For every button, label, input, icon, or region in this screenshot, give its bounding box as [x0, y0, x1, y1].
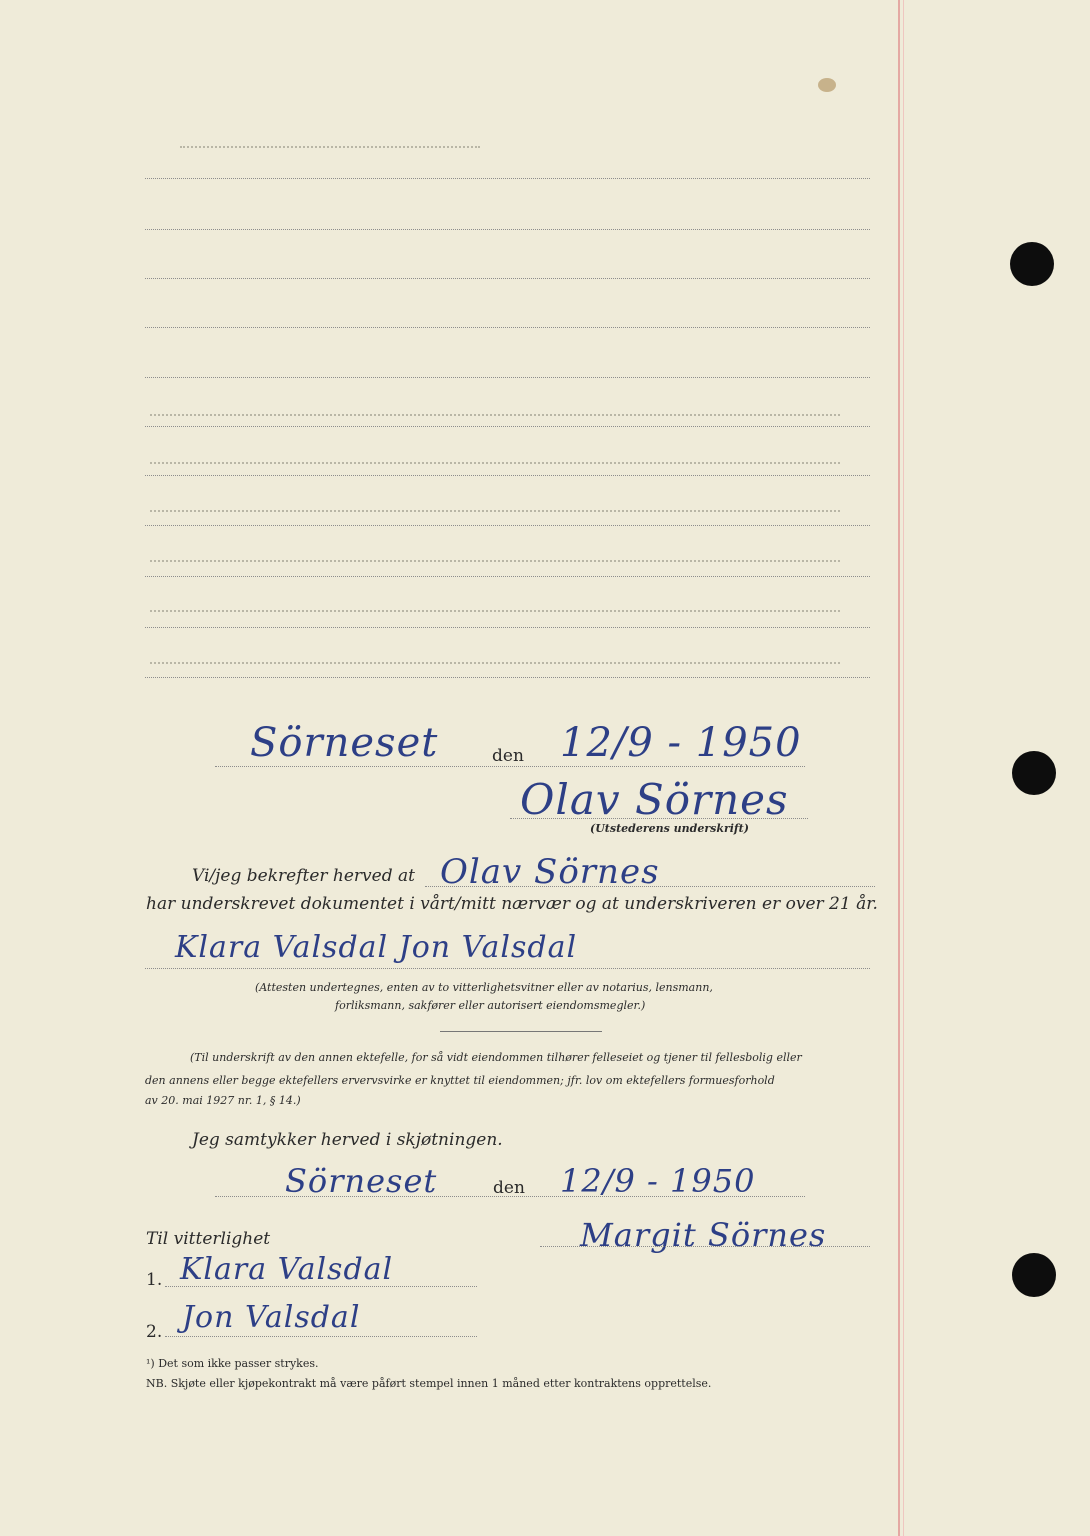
spouse-den-label: den [493, 1178, 525, 1198]
issuer-signature-rule [510, 818, 808, 819]
dotted-rule [145, 377, 870, 378]
witness2-signature: Jon Valsdal [182, 1300, 361, 1335]
punch-hole-bottom [1012, 1253, 1056, 1297]
footnote-nb: NB. Skjøte eller kjøpekontrakt må være påført stempel innen 1 måned etter kontraktens opprettelse. [146, 1377, 712, 1390]
dotted-rule [145, 229, 870, 230]
attested-signer-name: Olav Sörnes [440, 852, 660, 892]
witness1-rule [165, 1286, 477, 1287]
issuer-signature: Olav Sörnes [520, 775, 789, 824]
til-vitterlighet-label: Til vitterlighet [146, 1229, 271, 1249]
attestation-prefix: Vi/jeg bekrefter herved at [192, 866, 415, 886]
red-margin-line [898, 0, 900, 1536]
place-handwritten: Sörneset [250, 720, 439, 766]
faint-mark-line [180, 146, 480, 148]
spouse-signature: Margit Sörnes [580, 1216, 827, 1254]
dotted-rule [145, 426, 870, 427]
spouse-note-line1: (Til underskrift av den annen ektefelle, for så vidt eiendommen tilhører felleseiet og tjener til fellesbolig eller [190, 1051, 802, 1064]
punch-hole-top [1010, 242, 1054, 286]
paper-stain [818, 78, 836, 92]
attestation-note-line2: forliksmann, sakfører eller autorisert eiendomsmegler.) [335, 999, 646, 1012]
faint-mark-line [150, 462, 840, 464]
dotted-rule [145, 327, 870, 328]
spouse-place-date-rule [215, 1196, 805, 1197]
faint-mark-line [150, 610, 840, 612]
punch-hole-middle [1012, 751, 1056, 795]
date-handwritten: 12/9 - 1950 [560, 720, 802, 766]
spouse-place-handwritten: Sörneset [285, 1162, 438, 1200]
attestation-note-line1: (Attesten undertegnes, enten av to vitterlighetsvitner eller av notarius, lensmann, [255, 981, 713, 994]
witness1-signature: Klara Valsdal [180, 1252, 394, 1287]
dotted-rule [145, 677, 870, 678]
faint-mark-line [150, 662, 840, 664]
witness2-rule [165, 1336, 477, 1337]
red-margin-line-secondary [903, 0, 904, 1536]
dotted-rule [145, 475, 870, 476]
separator-line [440, 1031, 602, 1032]
dotted-rule [145, 576, 870, 577]
spouse-note-line3: av 20. mai 1927 nr. 1, § 14.) [145, 1094, 301, 1107]
footnote-1: ¹) Det som ikke passer strykes. [146, 1357, 319, 1370]
dotted-rule [145, 178, 870, 179]
witness1-number: 1. [146, 1270, 163, 1290]
attested-name-rule [425, 886, 875, 887]
witness2-number: 2. [146, 1322, 163, 1342]
dotted-rule [145, 627, 870, 628]
faint-mark-line [150, 414, 840, 416]
spouse-signature-rule [540, 1246, 870, 1247]
spouse-note-line2: den annens eller begge ektefellers ervervsvirke er knyttet til eiendommen; jfr. lov om ektefellers formuesforhold [145, 1074, 775, 1087]
dotted-rule [145, 278, 870, 279]
witness-rule [145, 968, 870, 969]
issuer-caption: (Utstederens underskrift) [590, 822, 749, 835]
witness-signatures: Klara Valsdal Jon Valsdal [175, 930, 578, 965]
dotted-rule [145, 525, 870, 526]
attestation-line2: har underskrevet dokumentet i vårt/mitt nærvær og at underskriveren er over 21 år. [146, 894, 878, 914]
den-label: den [492, 746, 524, 766]
faint-mark-line [150, 510, 840, 512]
consent-statement: Jeg samtykker herved i skjøtningen. [192, 1130, 503, 1150]
place-date-rule [215, 766, 805, 767]
faint-mark-line [150, 560, 840, 562]
spouse-date-handwritten: 12/9 - 1950 [560, 1162, 756, 1200]
